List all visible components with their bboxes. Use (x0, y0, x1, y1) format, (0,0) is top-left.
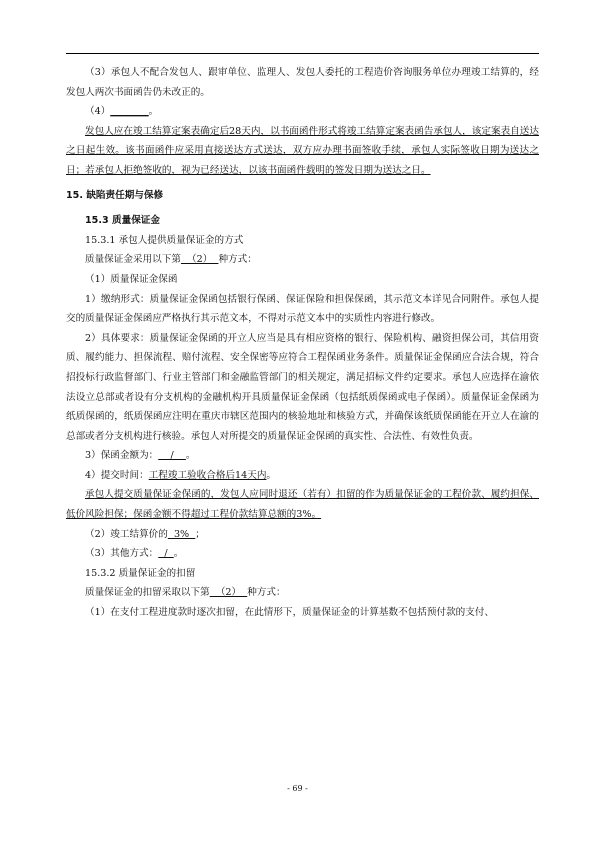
subsection-heading: 15.3 质量保证金 (85, 215, 160, 227)
clause-15-3-2-method-line (66, 583, 539, 603)
method-line-suffix: 种方式： (218, 254, 257, 266)
option-2-suffix: ； (195, 528, 205, 540)
clause-4-prefix: （4） (85, 106, 111, 118)
option-1-title: （1）质量保证金保函 (85, 273, 178, 285)
option-2-prefix: （2）竣工结算价的 (85, 528, 168, 540)
item-3-amount (66, 446, 539, 466)
paragraph-clause-3: （3）承包人不配合发包人、跟审单位、监理人、发包人委托的工程造价咨询服务单位办理竣工结算的，经发包人两次书面函告仍未改正的。 (66, 67, 539, 98)
clause-4-suffix: 。 (148, 106, 159, 118)
clause-15-3-2-title: 15.3.2 质量保证金的扣留 (85, 567, 196, 579)
amount-prefix: 3）保函金额为： (85, 450, 159, 462)
clause-15-3-1-method-line (66, 250, 539, 270)
paragraph-settlement-notice: 发包人应在竣工结算定案表确定后28天内，以书面函件形式将竣工结算定案表函告承包人，该定案表自送达之日起生效。该书面函件应采用直接送达方式送达，双方应办理书面签收手续，承包人实际签收日期为送达之日；若承包人拒绝签收的，视为已经送达，以该书面函件载明的签发日期为送达之日。 (66, 125, 539, 176)
clause-4-blank: ________ (110, 106, 149, 118)
amount-value: / (158, 450, 186, 462)
submit-time-suffix: 。 (266, 469, 277, 481)
item-2-requirements: 2）具体要求：质量保证金保函的开立人应当是具有相应资格的银行、保险机构、融资担保公司，其信用资质、履约能力、担保流程、赔付流程、安全保密等应符合工程保函业务条件。质量保证金保函应合法合规，符合招投标行政监督部门、行业主管部门和金融监管部门的相关规定，满足招标文件约定要求。承包人应选择在渝依法设立总部或者设有分支机构的金融机构开具质量保证金保函（包括纸质保函或电子保函）。质量保证金保函为纸质保函的，纸质保函应注明在重庆市辖区范围内的核验地址和核验方式，并确保该纸质保函能在开立人在渝的总部或者分支机构进行核验。承包人对所提交的质量保证金保函的真实性、合法性、有效性负责。 (66, 332, 539, 442)
retention-line-suffix: 种方式： (247, 587, 286, 599)
amount-suffix: 。 (185, 450, 196, 462)
retention-option-1: （1）在支付工程进度款时逐次扣留，在此情形下，质量保证金的计算基数不包括预付款的支付、 (85, 607, 495, 619)
item-5-refund-note: 承包人提交质量保证金保函的，发包人应同时退还（若有）扣留的作为质量保证金的工程价款、履约担保、低价风险担保；保函金额不得超过工程价款结算总额的3%。 (66, 489, 539, 521)
clause-15-3-1-title: 15.3.1 承包人提供质量保证金的方式 (85, 234, 244, 246)
option-2-value: 3% (167, 528, 196, 540)
item-4-submit-time (66, 466, 539, 486)
option-3-value: / (158, 548, 174, 560)
option-3-prefix: （3）其他方式： (85, 548, 159, 560)
page-number: - 69 - (287, 784, 308, 793)
paragraph-clause-4 (66, 102, 539, 122)
document-body (66, 63, 539, 623)
retention-line-prefix: 质量保证金的扣留采取以下第 (85, 587, 210, 599)
option-3 (66, 544, 539, 564)
option-2 (66, 525, 539, 545)
header-rule (66, 53, 539, 54)
method-line-value: （2） (180, 254, 219, 266)
option-3-suffix: 。 (173, 548, 184, 560)
submit-time-prefix: 4）提交时间： (85, 469, 149, 481)
retention-line-value: （2） (209, 587, 248, 599)
item-1-form: 1）缴纳形式：质量保证金保函包括银行保函、保证保险和担保保函，其示范文本详见合同附件。承包人提交的质量保证金保函应严格执行其示范文本，不得对示范文本中的实质性内容进行修改。 (66, 293, 539, 325)
section-heading: 15. 缺陷责任期与保修 (66, 189, 164, 201)
method-line-prefix: 质量保证金采用以下第 (85, 254, 181, 266)
submit-time-value: 工程竣工验收合格后14天内 (148, 469, 267, 481)
